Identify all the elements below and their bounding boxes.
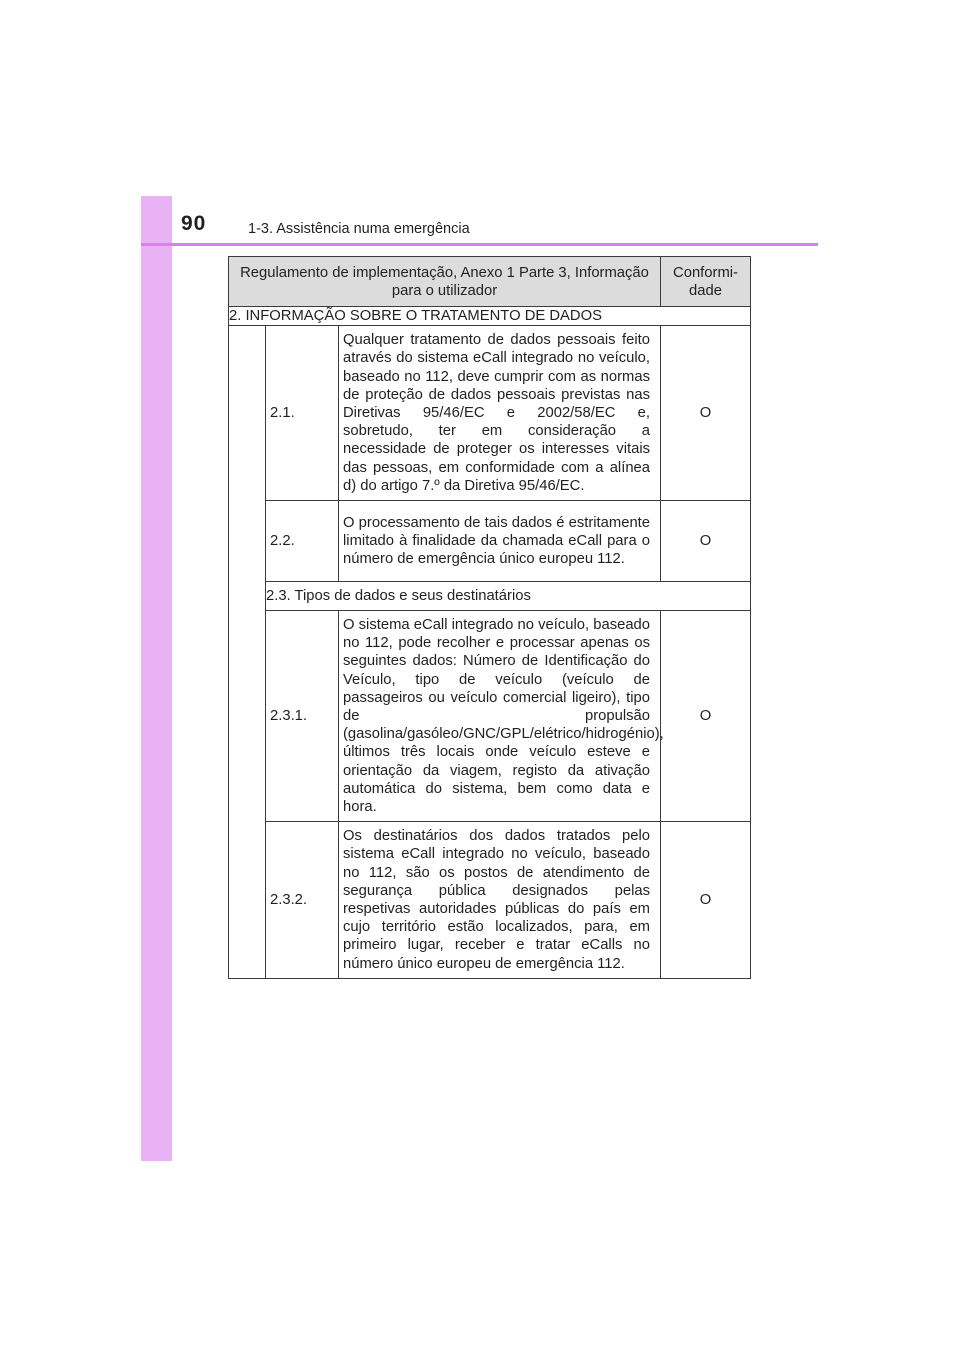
- table-row: [229, 611, 751, 822]
- row-text: Qualquer tratamento de dados pessoais feito através do sistema eCall integrado no veículo, baseado no 112, deve cumprir com as normas de proteção de dados pessoais previstas nas Diretivas 95/46/EC e 2002/58/EC e, sobretudo, ter em consideração a necessidade de proteger os interesses vitais das pessoas, em conformidade com a alínea d) do artigo 7.º da Diretiva 95/46/EC.: [339, 326, 661, 501]
- row-conformity: O: [661, 326, 751, 501]
- row-conformity: O: [661, 501, 751, 582]
- row-number: 2.1.: [266, 326, 339, 501]
- page-number: 90: [181, 212, 207, 235]
- section-2-title: 2. INFORMAÇÃO SOBRE O TRATAMENTO DE DADOS: [229, 307, 751, 326]
- row-number: 2.3.1.: [266, 611, 339, 822]
- regulation-table: [228, 256, 751, 979]
- section-title: 1-3. Assistência numa emergência: [248, 221, 470, 237]
- subsection-2-3-title: 2.3. Tipos de dados e seus destinatários: [266, 582, 751, 611]
- table-row: [229, 822, 751, 979]
- side-color-band: [141, 196, 172, 1161]
- table-row: [229, 501, 751, 582]
- indent-cell: [229, 326, 266, 979]
- row-number: 2.2.: [266, 501, 339, 582]
- header-regulation: Regulamento de implementação, Anexo 1 Parte 3, Informação para o utilizador: [229, 257, 661, 307]
- section-row: [229, 307, 751, 326]
- row-conformity: O: [661, 822, 751, 979]
- row-conformity: O: [661, 611, 751, 822]
- table-header-row: [229, 257, 751, 307]
- header-rule: [141, 243, 818, 246]
- row-text: Os destinatários dos dados tratados pelo sistema eCall integrado no veículo, baseado no 112, são os postos de atendimento de segurança pública designados pelas respetivas autoridades públicas do país em cujo território estão localizados, para, em primeiro lugar, receber e tratar eCalls no número único europeu de emergência 112.: [339, 822, 661, 979]
- subsection-row: [229, 582, 751, 611]
- row-text: O processamento de tais dados é estritamente limitado à finalidade da chamada eCall para o número de emergência único europeu 112.: [339, 501, 661, 582]
- row-number: 2.3.2.: [266, 822, 339, 979]
- header-conformity: Conformi-dade: [661, 257, 751, 307]
- table-row: [229, 326, 751, 501]
- row-text: O sistema eCall integrado no veículo, baseado no 112, pode recolher e processar apenas os seguintes dados: Número de Identificação do Veículo, tipo de veículo (veículo de passageiros ou veículo comercial ligeiro), tipo de propulsão (gasolina/gasóleo/GNC/GPL/elétrico/hidrogénio), últimos três locais onde veículo esteve e orientação da viagem, registo da ativação automática do sistema, bem como data e hora.: [339, 611, 661, 822]
